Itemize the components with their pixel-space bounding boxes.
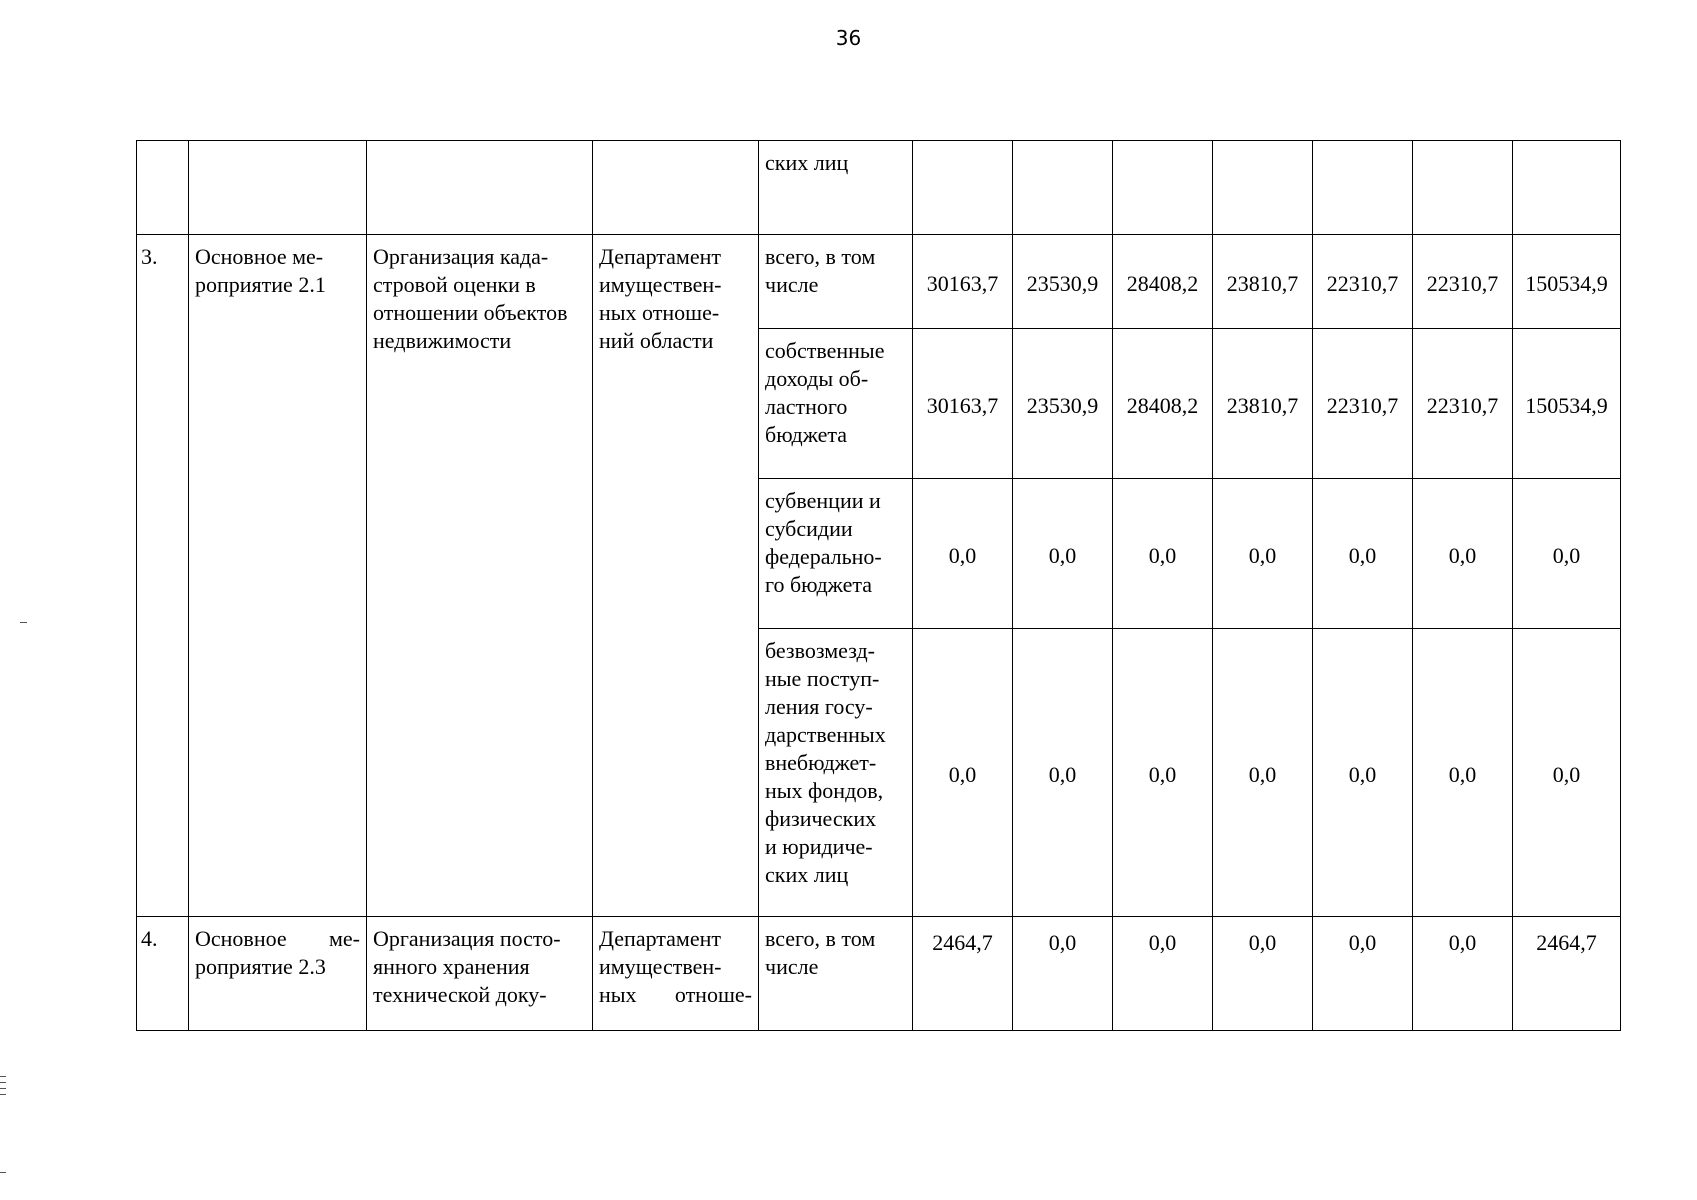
executor-cell (593, 917, 759, 1031)
value-cell: 22310,7 (1313, 235, 1413, 329)
value-cell: 23530,9 (1013, 329, 1113, 479)
value-cell-total: 0,0 (1513, 629, 1621, 917)
source-cell (759, 479, 913, 629)
source-label: ских лиц (765, 150, 849, 175)
cell-empty (1113, 141, 1213, 235)
row-index: 4. (137, 917, 189, 1031)
scan-artifact (0, 1082, 6, 1083)
cell-empty (1013, 141, 1113, 235)
value-cell-total: 150534,9 (1513, 235, 1621, 329)
value-cell: 0,0 (1313, 479, 1413, 629)
source-label: всего, в том числе (765, 244, 876, 297)
value-cell: 0,0 (1313, 629, 1413, 917)
cell-empty (367, 141, 593, 235)
budget-table (136, 140, 1621, 1031)
executor-name: Департамент имуществен- ных отноше- ний области (599, 244, 722, 353)
value-cell: 23810,7 (1213, 329, 1313, 479)
measure-label-line: роприятие 2.3 (195, 954, 326, 979)
value-cell: 30163,7 (913, 235, 1013, 329)
page-number: 36 (835, 26, 862, 50)
value-cell: 30163,7 (913, 329, 1013, 479)
value-cell: 0,0 (913, 479, 1013, 629)
source-label: субвенции и субсидии федерально- го бюджета (765, 488, 882, 597)
source-label: всего, в том числе (765, 926, 876, 979)
scan-artifact (0, 1076, 6, 1077)
value-cell: 0,0 (1113, 629, 1213, 917)
value-cell: 0,0 (1413, 917, 1513, 1031)
measure-label: Основное ме- роприятие 2.1 (195, 244, 326, 297)
value-cell: 28408,2 (1113, 235, 1213, 329)
cell-empty (1513, 141, 1621, 235)
measure-name-cell (367, 917, 593, 1031)
scan-artifact (0, 1094, 6, 1095)
cell-empty (1213, 141, 1313, 235)
measure-label-word: ме- (328, 926, 360, 951)
executor-word: ных (599, 982, 637, 1007)
cell-empty (593, 141, 759, 235)
value-cell: 0,0 (1113, 917, 1213, 1031)
source-cell (759, 141, 913, 235)
source-cell (759, 917, 913, 1031)
executor-line (599, 981, 752, 1009)
executor-line: Департамент (599, 926, 722, 951)
cell-empty (189, 141, 367, 235)
source-cell (759, 629, 913, 917)
measure-name: Организация када- стровой оценки в отношении объектов недвижимости (373, 244, 568, 353)
cell-empty (1313, 141, 1413, 235)
measure-cell (189, 235, 367, 917)
value-cell: 23530,9 (1013, 235, 1113, 329)
value-cell: 0,0 (1013, 917, 1113, 1031)
source-label: безвозмезд- ные поступ- ления госу- дарственных внебюджет- ных фондов, физических и юридиче- ских лиц (765, 638, 886, 887)
value-cell: 0,0 (1413, 629, 1513, 917)
scan-artifact (20, 622, 27, 623)
cell-empty (137, 141, 189, 235)
cell-empty (913, 141, 1013, 235)
value-cell: 28408,2 (1113, 329, 1213, 479)
value-cell-total: 2464,7 (1513, 917, 1621, 1031)
value-cell: 0,0 (1213, 917, 1313, 1031)
value-cell: 0,0 (1413, 479, 1513, 629)
continuation-row (137, 141, 1621, 235)
measure-cell (189, 917, 367, 1031)
value-cell: 2464,7 (913, 917, 1013, 1031)
value-cell: 0,0 (913, 629, 1013, 917)
executor-cell (593, 235, 759, 917)
value-cell-total: 0,0 (1513, 479, 1621, 629)
value-cell-total: 150534,9 (1513, 329, 1621, 479)
value-cell: 0,0 (1213, 479, 1313, 629)
measure-label-word: Основное (195, 926, 287, 951)
value-cell: 0,0 (1113, 479, 1213, 629)
scan-artifact (0, 1172, 6, 1173)
cell-empty (1413, 141, 1513, 235)
value-cell: 0,0 (1313, 917, 1413, 1031)
source-cell (759, 329, 913, 479)
value-cell: 0,0 (1213, 629, 1313, 917)
value-cell: 22310,7 (1413, 235, 1513, 329)
measure-label-line (195, 925, 360, 953)
value-cell: 23810,7 (1213, 235, 1313, 329)
source-cell (759, 235, 913, 329)
executor-word: отноше- (674, 982, 752, 1007)
value-cell: 22310,7 (1313, 329, 1413, 479)
value-cell: 0,0 (1013, 479, 1113, 629)
table-row (137, 917, 1621, 1031)
row-index: 3. (137, 235, 189, 917)
source-label: собственные доходы об- ластного бюджета (765, 338, 885, 447)
measure-name: Организация посто- янного хранения технической доку- (373, 926, 561, 1007)
value-cell: 22310,7 (1413, 329, 1513, 479)
value-cell: 0,0 (1013, 629, 1113, 917)
scan-artifact (0, 1088, 6, 1089)
executor-line: имуществен- (599, 954, 722, 979)
table-row (137, 235, 1621, 329)
measure-name-cell (367, 235, 593, 917)
